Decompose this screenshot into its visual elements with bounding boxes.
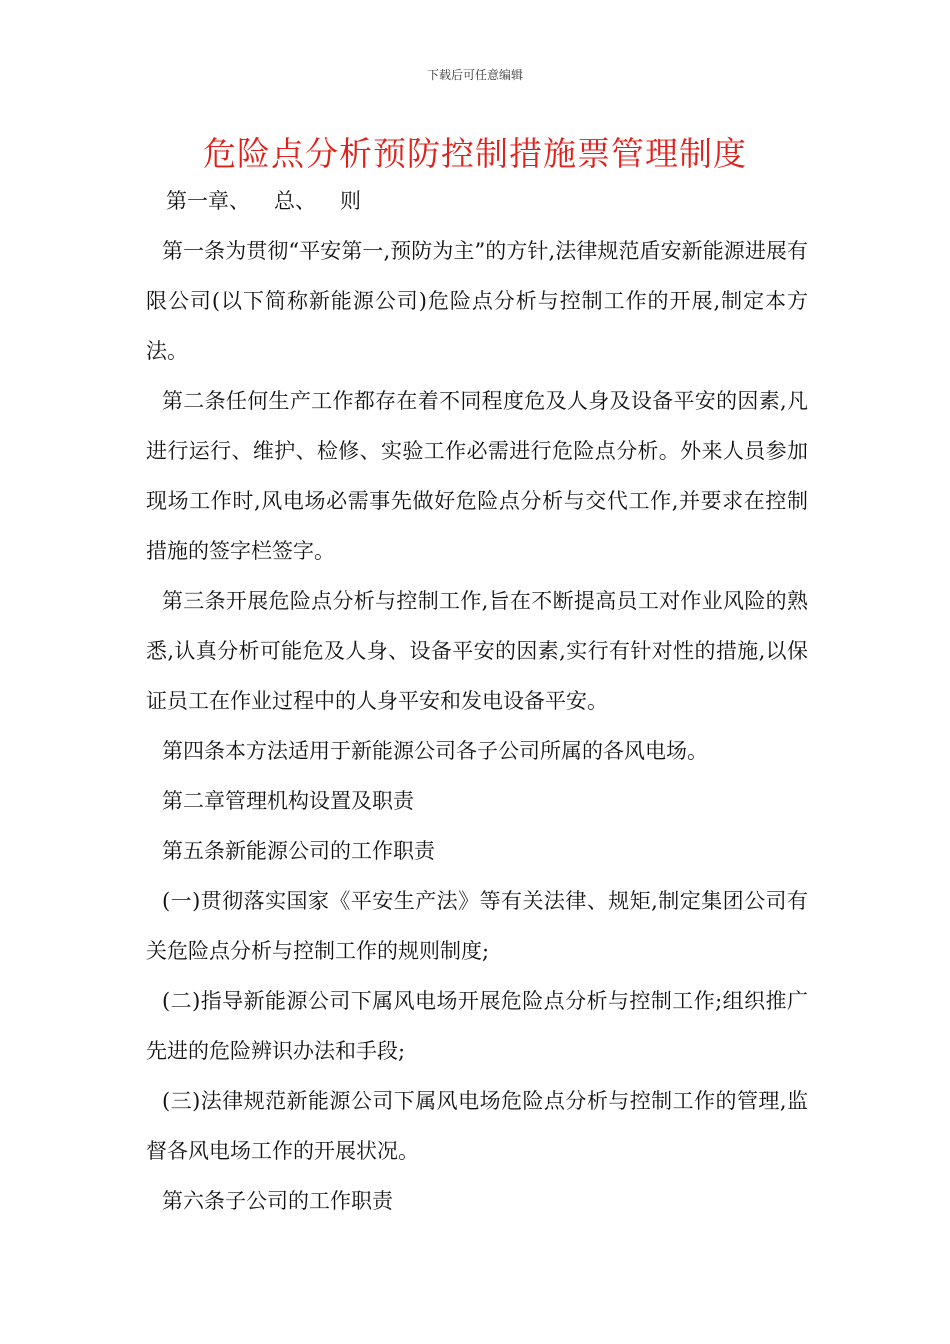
chapter-one-part-1: 第一章、 xyxy=(166,189,250,213)
document-body xyxy=(146,176,808,1226)
article-4: 第四条本方法适用于新能源公司各子公司所属的各风电场。 xyxy=(162,739,708,763)
article-5: 第五条新能源公司的工作职责 xyxy=(162,839,435,863)
article-5-item-3: (三)法律规范新能源公司下属风电场危险点分析与控制工作的管理,监督各风电场工作的开展状况。 xyxy=(146,1089,808,1163)
header-note: 下载后可任意编辑 xyxy=(426,68,523,82)
article-1: 第一条为贯彻“平安第一,预防为主”的方针,法律规范盾安新能源进展有限公司(以下简称新能源公司)危险点分析与控制工作的开展,制定本方法。 xyxy=(146,239,808,363)
document-title: 危险点分析预防控制措施票管理制度 xyxy=(203,134,747,173)
chapter-heading-one xyxy=(146,176,808,226)
article-6: 第六条子公司的工作职责 xyxy=(162,1189,393,1213)
chapter-one-part-2: 总、 xyxy=(274,189,316,213)
article-5-item-2: (二)指导新能源公司下属风电场开展危险点分析与控制工作;组织推广先进的危险辨识办法和手段; xyxy=(146,989,808,1063)
article-2: 第二条任何生产工作都存在着不同程度危及人身及设备平安的因素,凡进行运行、维护、检修、实验工作必需进行危险点分析。外来人员参加现场工作时,风电场必需事先做好危险点分析与交代工作,并要求在控制措施的签字栏签字。 xyxy=(146,389,808,563)
article-3: 第三条开展危险点分析与控制工作,旨在不断提高员工对作业风险的熟悉,认真分析可能危及人身、设备平安的因素,实行有针对性的措施,以保证员工在作业过程中的人身平安和发电设备平安。 xyxy=(146,589,808,713)
chapter-heading-two: 第二章管理机构设置及职责 xyxy=(162,789,414,813)
chapter-one-part-3: 则 xyxy=(340,189,361,213)
article-5-item-1: (一)贯彻落实国家《平安生产法》等有关法律、规矩,制定集团公司有关危险点分析与控制工作的规则制度; xyxy=(146,889,808,963)
